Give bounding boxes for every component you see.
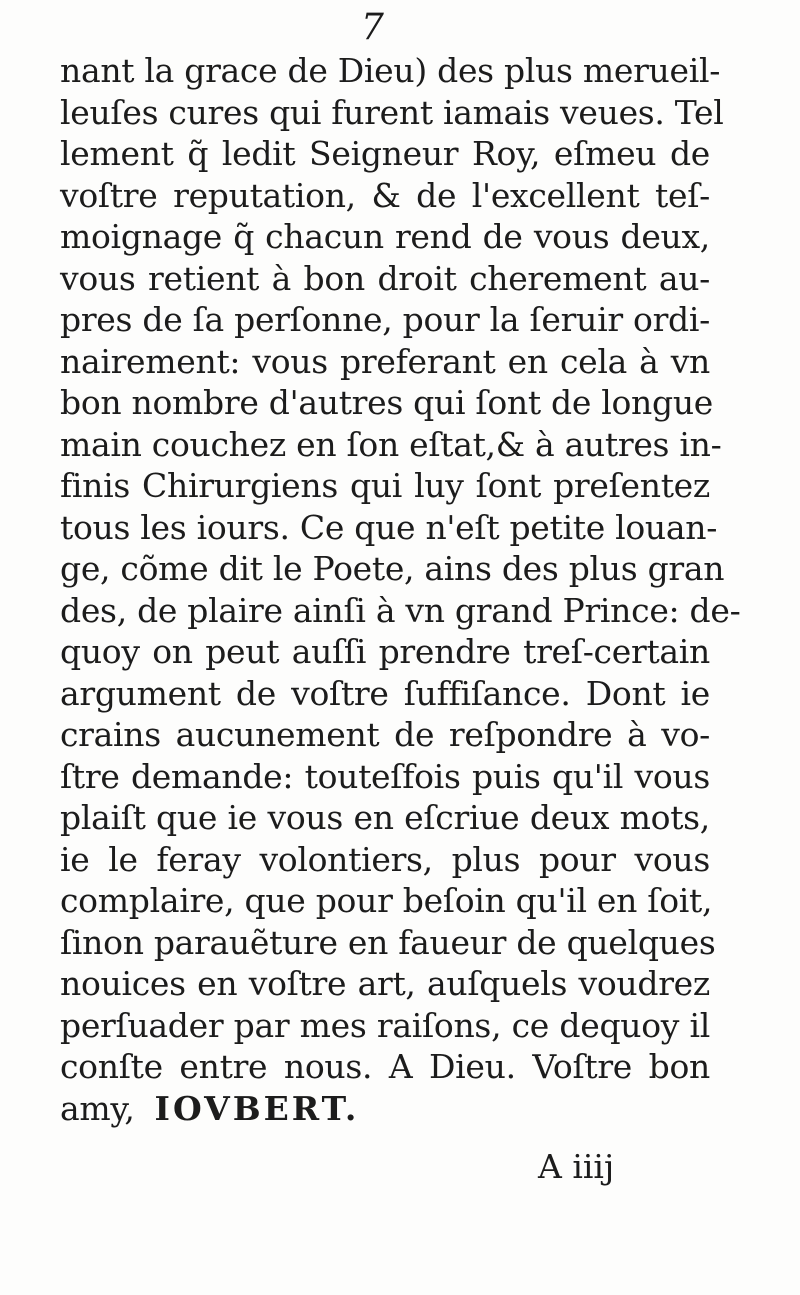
text-line: argument de voſtre ſuffiſance. Dont ie [60,673,710,713]
text-line: nairement: vous preferant en cela à vn [60,341,710,381]
text-line: nouices en voſtre art, auſquels voudrez [60,964,710,1003]
text-line: ge, cõme dit le Poete, ains des plus gran [60,549,725,588]
text-line: nant la grace de Dieu) des plus merueil- [60,51,721,90]
text-line: crains aucunement de reſpondre à vo- [60,715,710,754]
text-line: main couchez en ſon eſtat,& à autres in- [60,424,722,464]
body-text [60,50,741,1129]
text-line: des, de plaire ainſi à vn grand Prince: de- [60,590,741,630]
text-line: plaiſt que ie vous en eſcriue deux mots, [60,798,710,837]
text-line: pres de ſa perſonne, pour la ſeruir ordi- [60,300,710,339]
signature-mark: A iiij [538,1147,615,1186]
text-line: ie le feray volontiers, plus pour vous [60,839,710,879]
page-number: 7 [361,7,384,48]
text-line: finis Chirurgiens qui luy ſont preſentez [60,466,710,505]
text-line: voſtre reputation, & de l'excellent teſ- [60,175,710,215]
text-line: ſtre demande: touteſfois puis qu'il vous [60,756,710,796]
text-line: quoy on peut auſſi prendre treſ-certain [60,632,710,671]
text-line: leuſes cures qui furent iamais veues. Tel [60,92,724,132]
text-line: moignage q̃ chacun rend de vous deux, [60,217,710,256]
text-line: ſinon parauẽture en faueur de quelques [60,922,716,962]
text-line: complaire, que pour beſoin qu'il en ſoit, [60,881,713,920]
text-line: tous les iours. Ce que n'eſt petite louan- [60,507,718,547]
text-line: vous retient à bon droit cherement au- [60,258,710,298]
text-line: bon nombre d'autres qui ſont de longue [60,383,714,422]
closing-lead: amy, [60,1088,135,1128]
author-signature: IOVBERT. [154,1088,360,1128]
text-line: lement q̃ ledit Seigneur Roy, eſmeu de [60,134,710,173]
text-line: conſte entre nous. A Dieu. Voſtre bon [60,1047,710,1086]
closing-line [60,1088,710,1130]
text-line: perſuader par mes raiſons, ce dequoy il [60,1005,710,1045]
